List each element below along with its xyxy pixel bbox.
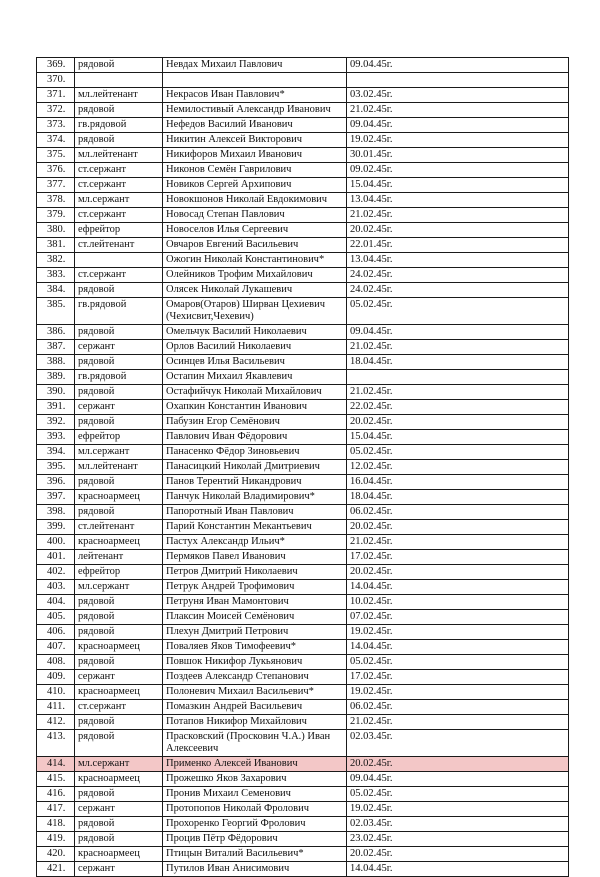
- row-full-name: Пронив Михаил Семенович: [163, 787, 347, 802]
- table-row: [37, 223, 569, 238]
- row-rank: гв.рядовой: [75, 118, 163, 133]
- row-number: 369.: [37, 58, 75, 73]
- table-row: [37, 385, 569, 400]
- row-number: 375.: [37, 148, 75, 163]
- row-number: 383.: [37, 268, 75, 283]
- row-full-name: Петрук Андрей Трофимович: [163, 580, 347, 595]
- row-full-name: Птицын Виталий Васильевич*: [163, 847, 347, 862]
- row-date: 20.02.45г.: [347, 223, 569, 238]
- table-row: [37, 193, 569, 208]
- table-row: [37, 700, 569, 715]
- table-row: [37, 340, 569, 355]
- row-number: 387.: [37, 340, 75, 355]
- row-rank: лейтенант: [75, 550, 163, 565]
- row-number: 400.: [37, 535, 75, 550]
- row-full-name: Плехун Дмитрий Петрович: [163, 625, 347, 640]
- row-date: 21.02.45г.: [347, 715, 569, 730]
- row-rank: рядовой: [75, 817, 163, 832]
- table-row: [37, 430, 569, 445]
- table-row: [37, 535, 569, 550]
- row-date: 09.04.45г.: [347, 118, 569, 133]
- row-full-name: Остапин Михаил Якавлевич: [163, 370, 347, 385]
- row-rank: рядовой: [75, 730, 163, 757]
- table-row: [37, 370, 569, 385]
- row-date: 21.02.45г.: [347, 385, 569, 400]
- table-row: [37, 670, 569, 685]
- row-full-name: Помазкин Андрей Васильевич: [163, 700, 347, 715]
- row-date: 19.02.45г.: [347, 802, 569, 817]
- roster-table: [36, 57, 569, 877]
- row-full-name: Пермяков Павел Иванович: [163, 550, 347, 565]
- table-row: [37, 640, 569, 655]
- row-number: 420.: [37, 847, 75, 862]
- table-row: [37, 298, 569, 325]
- row-full-name: Применко Алексей Иванович: [163, 757, 347, 772]
- row-rank: ефрейтор: [75, 565, 163, 580]
- table-row: [37, 325, 569, 340]
- row-full-name: Остафийчук Николай Михайлович: [163, 385, 347, 400]
- table-row: [37, 238, 569, 253]
- row-rank: [75, 253, 163, 268]
- table-row: [37, 787, 569, 802]
- row-rank: ефрейтор: [75, 430, 163, 445]
- row-number: 373.: [37, 118, 75, 133]
- row-date: 09.04.45г.: [347, 772, 569, 787]
- row-date: 03.02.45г.: [347, 88, 569, 103]
- row-date: 24.02.45г.: [347, 283, 569, 298]
- row-number: 372.: [37, 103, 75, 118]
- row-number: 385.: [37, 298, 75, 325]
- row-number: 411.: [37, 700, 75, 715]
- row-number: 404.: [37, 595, 75, 610]
- row-full-name: Процив Пётр Фёдорович: [163, 832, 347, 847]
- row-number: 409.: [37, 670, 75, 685]
- row-full-name: Петров Дмитрий Николаевич: [163, 565, 347, 580]
- row-date: 24.02.45г.: [347, 268, 569, 283]
- row-rank: мл.сержант: [75, 757, 163, 772]
- row-rank: мл.лейтенант: [75, 148, 163, 163]
- row-full-name: Немилостивый Александр Иванович: [163, 103, 347, 118]
- table-row: [37, 103, 569, 118]
- row-date: 06.02.45г.: [347, 700, 569, 715]
- row-number: 415.: [37, 772, 75, 787]
- table-row: [37, 847, 569, 862]
- row-rank: рядовой: [75, 103, 163, 118]
- row-number: 403.: [37, 580, 75, 595]
- row-date: 14.04.45г.: [347, 862, 569, 877]
- row-rank: ст.лейтенант: [75, 520, 163, 535]
- row-rank: рядовой: [75, 625, 163, 640]
- row-full-name: Охапкин Константин Иванович: [163, 400, 347, 415]
- row-rank: рядовой: [75, 283, 163, 298]
- row-date: 05.02.45г.: [347, 787, 569, 802]
- table-row: [37, 163, 569, 178]
- row-date: 02.03.45г.: [347, 817, 569, 832]
- row-number: 399.: [37, 520, 75, 535]
- row-rank: красноармеец: [75, 685, 163, 700]
- row-number: 382.: [37, 253, 75, 268]
- row-number: 377.: [37, 178, 75, 193]
- roster-body: [37, 58, 569, 877]
- row-rank: рядовой: [75, 715, 163, 730]
- row-rank: мл.сержант: [75, 445, 163, 460]
- row-rank: мл.лейтенант: [75, 88, 163, 103]
- table-row: [37, 862, 569, 877]
- row-rank: рядовой: [75, 58, 163, 73]
- table-row: [37, 715, 569, 730]
- row-number: 414.: [37, 757, 75, 772]
- row-full-name: Поваляев Яков Тимофеевич*: [163, 640, 347, 655]
- row-number: 391.: [37, 400, 75, 415]
- row-number: 412.: [37, 715, 75, 730]
- row-rank: ст.сержант: [75, 208, 163, 223]
- row-full-name: Орлов Василий Николаевич: [163, 340, 347, 355]
- row-number: 410.: [37, 685, 75, 700]
- row-date: 06.02.45г.: [347, 505, 569, 520]
- row-full-name: Павлович Иван Фёдорович: [163, 430, 347, 445]
- row-full-name: Новокшонов Николай Евдокимович: [163, 193, 347, 208]
- row-date: 09.04.45г.: [347, 58, 569, 73]
- row-full-name: Панасенко Фёдор Зиновьевич: [163, 445, 347, 460]
- row-date: 19.02.45г.: [347, 625, 569, 640]
- row-number: 396.: [37, 475, 75, 490]
- table-row: [37, 73, 569, 88]
- row-rank: гв.рядовой: [75, 370, 163, 385]
- row-rank: сержант: [75, 670, 163, 685]
- row-date: 18.04.45г.: [347, 355, 569, 370]
- row-full-name: Некрасов Иван Павлович*: [163, 88, 347, 103]
- row-full-name: Прохоренко Георгий Фролович: [163, 817, 347, 832]
- table-row: [37, 58, 569, 73]
- row-number: 384.: [37, 283, 75, 298]
- row-date: 19.02.45г.: [347, 685, 569, 700]
- row-rank: сержант: [75, 400, 163, 415]
- row-rank: рядовой: [75, 832, 163, 847]
- row-rank: ст.лейтенант: [75, 238, 163, 253]
- row-date: 05.02.45г.: [347, 445, 569, 460]
- row-full-name: Поздеев Александр Степанович: [163, 670, 347, 685]
- row-number: 401.: [37, 550, 75, 565]
- table-row: [37, 625, 569, 640]
- row-rank: рядовой: [75, 610, 163, 625]
- row-date: 16.04.45г.: [347, 475, 569, 490]
- table-row: [37, 118, 569, 133]
- row-date: [347, 73, 569, 88]
- row-full-name: Путилов Иван Анисимович: [163, 862, 347, 877]
- row-full-name: Пабузин Егор Семёнович: [163, 415, 347, 430]
- row-number: 381.: [37, 238, 75, 253]
- row-date: 21.02.45г.: [347, 103, 569, 118]
- table-row: [37, 475, 569, 490]
- row-date: 17.02.45г.: [347, 550, 569, 565]
- row-number: 388.: [37, 355, 75, 370]
- table-row: [37, 655, 569, 670]
- row-rank: красноармеец: [75, 847, 163, 862]
- row-rank: рядовой: [75, 505, 163, 520]
- row-full-name: Плаксин Моисей Семёнович: [163, 610, 347, 625]
- row-full-name: Омельчук Василий Николаевич: [163, 325, 347, 340]
- row-number: 398.: [37, 505, 75, 520]
- row-full-name: Невдах Михаил Павлович: [163, 58, 347, 73]
- row-full-name: Осинцев Илья Васильевич: [163, 355, 347, 370]
- row-rank: ст.сержант: [75, 163, 163, 178]
- row-date: 09.04.45г.: [347, 325, 569, 340]
- row-rank: рядовой: [75, 655, 163, 670]
- row-date: 21.02.45г.: [347, 208, 569, 223]
- row-date: 21.02.45г.: [347, 340, 569, 355]
- row-number: 371.: [37, 88, 75, 103]
- table-row: [37, 565, 569, 580]
- row-rank: красноармеец: [75, 772, 163, 787]
- row-number: 407.: [37, 640, 75, 655]
- row-number: 402.: [37, 565, 75, 580]
- row-date: 05.02.45г.: [347, 655, 569, 670]
- row-date: 14.04.45г.: [347, 580, 569, 595]
- row-number: 390.: [37, 385, 75, 400]
- row-rank: красноармеец: [75, 535, 163, 550]
- row-full-name: Олясек Николай Лукашевич: [163, 283, 347, 298]
- row-full-name: Никифоров Михаил Иванович: [163, 148, 347, 163]
- row-full-name: Панов Терентий Никандрович: [163, 475, 347, 490]
- table-row: [37, 208, 569, 223]
- row-rank: рядовой: [75, 133, 163, 148]
- row-full-name: Папоротный Иван Павлович: [163, 505, 347, 520]
- row-number: 416.: [37, 787, 75, 802]
- table-row: [37, 490, 569, 505]
- row-number: 380.: [37, 223, 75, 238]
- row-date: 09.02.45г.: [347, 163, 569, 178]
- row-date: 19.02.45г.: [347, 133, 569, 148]
- row-date: 15.04.45г.: [347, 430, 569, 445]
- row-full-name: Овчаров Евгений Васильевич: [163, 238, 347, 253]
- row-full-name: Панасицкий Николай Дмитриевич: [163, 460, 347, 475]
- table-row: [37, 580, 569, 595]
- row-date: 15.04.45г.: [347, 178, 569, 193]
- row-date: 20.02.45г.: [347, 757, 569, 772]
- row-full-name: Никонов Семён Гаврилович: [163, 163, 347, 178]
- row-full-name: Омаров(Отаров) Ширван Цехиевич (Чехисвит,Чехевич): [163, 298, 347, 325]
- row-full-name: Прасковский (Просковин Ч.А.) Иван Алексеевич: [163, 730, 347, 757]
- table-row: [37, 550, 569, 565]
- row-rank: сержант: [75, 802, 163, 817]
- row-number: 389.: [37, 370, 75, 385]
- row-rank: [75, 73, 163, 88]
- table-row: [37, 832, 569, 847]
- row-date: 20.02.45г.: [347, 847, 569, 862]
- row-number: 374.: [37, 133, 75, 148]
- row-full-name: Нефедов Василий Иванович: [163, 118, 347, 133]
- row-full-name: Новосад Степан Павлович: [163, 208, 347, 223]
- row-number: 406.: [37, 625, 75, 640]
- row-rank: ефрейтор: [75, 223, 163, 238]
- table-row: [37, 595, 569, 610]
- row-full-name: [163, 73, 347, 88]
- row-date: 13.04.45г.: [347, 193, 569, 208]
- row-date: 20.02.45г.: [347, 520, 569, 535]
- table-row: [37, 520, 569, 535]
- row-number: 418.: [37, 817, 75, 832]
- row-number: 378.: [37, 193, 75, 208]
- table-row: [37, 88, 569, 103]
- row-date: 17.02.45г.: [347, 670, 569, 685]
- row-full-name: Ожогин Николай Константинович*: [163, 253, 347, 268]
- row-date: 13.04.45г.: [347, 253, 569, 268]
- row-rank: мл.лейтенант: [75, 460, 163, 475]
- row-full-name: Парий Константин Мекантьевич: [163, 520, 347, 535]
- row-rank: рядовой: [75, 355, 163, 370]
- table-row: [37, 253, 569, 268]
- row-rank: рядовой: [75, 595, 163, 610]
- row-date: 20.02.45г.: [347, 565, 569, 580]
- row-full-name: Пастух Александр Ильич*: [163, 535, 347, 550]
- row-full-name: Полоневич Михаил Васильевич*: [163, 685, 347, 700]
- row-rank: рядовой: [75, 415, 163, 430]
- row-rank: красноармеец: [75, 490, 163, 505]
- row-number: 379.: [37, 208, 75, 223]
- row-full-name: Прожешко Яков Захарович: [163, 772, 347, 787]
- row-full-name: Панчук Николай Владимирович*: [163, 490, 347, 505]
- row-date: 02.03.45г.: [347, 730, 569, 757]
- row-date: 23.02.45г.: [347, 832, 569, 847]
- row-number: 417.: [37, 802, 75, 817]
- row-rank: сержант: [75, 862, 163, 877]
- table-row-highlighted: [37, 757, 569, 772]
- table-row: [37, 445, 569, 460]
- row-number: 370.: [37, 73, 75, 88]
- row-full-name: Протопопов Николай Фролович: [163, 802, 347, 817]
- row-date: 10.02.45г.: [347, 595, 569, 610]
- row-rank: гв.рядовой: [75, 298, 163, 325]
- row-number: 408.: [37, 655, 75, 670]
- table-row: [37, 460, 569, 475]
- row-full-name: Олейников Трофим Михайлович: [163, 268, 347, 283]
- row-full-name: Повшок Никифор Лукьянович: [163, 655, 347, 670]
- row-rank: ст.сержант: [75, 178, 163, 193]
- table-row: [37, 283, 569, 298]
- row-rank: рядовой: [75, 385, 163, 400]
- row-number: 392.: [37, 415, 75, 430]
- row-full-name: Потапов Никифор Михайлович: [163, 715, 347, 730]
- table-row: [37, 772, 569, 787]
- row-number: 405.: [37, 610, 75, 625]
- table-row: [37, 415, 569, 430]
- table-row: [37, 610, 569, 625]
- row-number: 413.: [37, 730, 75, 757]
- row-number: 397.: [37, 490, 75, 505]
- table-row: [37, 133, 569, 148]
- row-full-name: Никитин Алексей Викторович: [163, 133, 347, 148]
- row-full-name: Новиков Сергей Архипович: [163, 178, 347, 193]
- row-date: [347, 370, 569, 385]
- row-rank: красноармеец: [75, 640, 163, 655]
- row-rank: рядовой: [75, 325, 163, 340]
- row-rank: ст.сержант: [75, 268, 163, 283]
- row-full-name: Новоселов Илья Сергеевич: [163, 223, 347, 238]
- row-date: 20.02.45г.: [347, 415, 569, 430]
- table-row: [37, 355, 569, 370]
- row-number: 419.: [37, 832, 75, 847]
- table-row: [37, 802, 569, 817]
- row-rank: сержант: [75, 340, 163, 355]
- row-rank: мл.сержант: [75, 580, 163, 595]
- row-date: 05.02.45г.: [347, 298, 569, 325]
- row-number: 394.: [37, 445, 75, 460]
- table-row: [37, 178, 569, 193]
- table-row: [37, 268, 569, 283]
- table-row: [37, 400, 569, 415]
- row-full-name: Петруня Иван Мамонтович: [163, 595, 347, 610]
- row-number: 376.: [37, 163, 75, 178]
- table-row: [37, 817, 569, 832]
- row-rank: мл.сержант: [75, 193, 163, 208]
- table-row: [37, 505, 569, 520]
- row-date: 22.02.45г.: [347, 400, 569, 415]
- row-rank: рядовой: [75, 787, 163, 802]
- row-date: 22.01.45г.: [347, 238, 569, 253]
- row-number: 393.: [37, 430, 75, 445]
- table-row: [37, 148, 569, 163]
- table-row: [37, 685, 569, 700]
- row-number: 386.: [37, 325, 75, 340]
- row-rank: ст.сержант: [75, 700, 163, 715]
- row-date: 12.02.45г.: [347, 460, 569, 475]
- row-date: 07.02.45г.: [347, 610, 569, 625]
- row-date: 14.04.45г.: [347, 640, 569, 655]
- row-date: 30.01.45г.: [347, 148, 569, 163]
- row-number: 395.: [37, 460, 75, 475]
- row-date: 21.02.45г.: [347, 535, 569, 550]
- row-rank: рядовой: [75, 475, 163, 490]
- table-row: [37, 730, 569, 757]
- row-date: 18.04.45г.: [347, 490, 569, 505]
- row-number: 421.: [37, 862, 75, 877]
